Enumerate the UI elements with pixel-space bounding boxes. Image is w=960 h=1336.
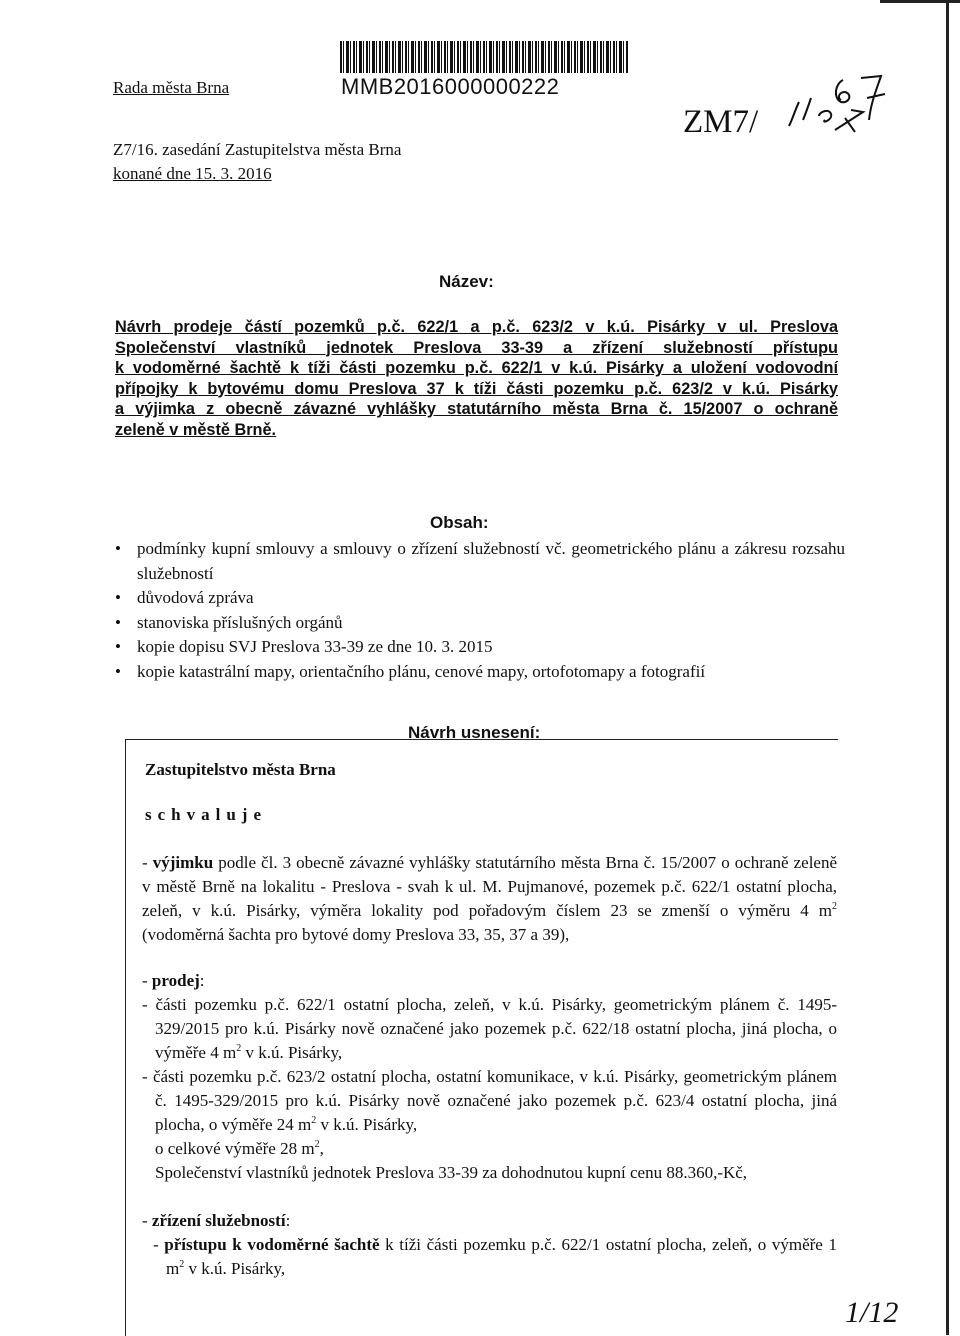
- title-line: Společenství vlastníků jednotek Preslova 33-39 a zřízení služebností přístupu: [115, 338, 838, 357]
- title-line: a výjimka z obecně závazné vyhlášky statutárního města Brna č. 15/2007 o ochraně: [115, 400, 838, 418]
- exception-text-end: (vodoměrná šachta pro bytové domy Preslova 33, 35, 37 a 39),: [142, 925, 570, 944]
- council-name: Zastupitelstvo města Brna: [145, 760, 336, 779]
- list-item: • podmínky kupní smlouvy a smlouvy o zřízení služebností vč. geometrického plánu a zákresu rozsahu služebností: [115, 537, 845, 586]
- list-item: • kopie dopisu SVJ Preslova 33-39 ze dne 10. 3. 2015: [115, 635, 845, 660]
- sale-item-2: - části pozemku p.č. 623/2 ostatní plocha, ostatní komunikace, v k.ú. Pisárky, geometrickým plánem č. 1495-329/2015 pro k.ú. Pisárky nově označené jako pozemek p.č. 623/4 ostatní plocha, jiná plocha, o výměře 24 $m^2$ v k.ú. Pisárky,: [142, 1067, 837, 1134]
- scan-edge-right: [946, 0, 949, 1335]
- session-info: [113, 138, 401, 186]
- list-item: • důvodová zpráva: [115, 586, 845, 611]
- handwritten-number-mark: [785, 58, 905, 138]
- sale-item-1: - části pozemku p.č. 622/1 ostatní plocha, zeleň, v k.ú. Pisárky, geometrickým plánem č. 1495-329/2015 pro k.ú. Pisárky nově označené jako pozemek p.č. 622/18 ostatní plocha, jiná plocha, o výměře 4 $m^2$ v k.ú. Pisárky,: [142, 995, 837, 1062]
- proposal-label: Návrh usnesení:: [408, 723, 541, 742]
- superscript: 2: [832, 901, 837, 912]
- page-number: 1/12: [845, 1296, 899, 1329]
- title-line: k vodoměrné šachtě k tíži části pozemku p.č. 622/1 v k.ú. Pisárky a uložení vodovodní: [115, 359, 838, 377]
- sale-section: - prodej: - části pozemku p.č. 622/1 ostatní plocha, zeleň, v k.ú. Pisárky, geometrickým plánem č. 1495-329/2015 pro k.ú. Pisárky nově označené jako pozemek p.č. 622/18 ostatní plocha, jiná plocha, o výměře 4 $m^2$ v k.ú. Pisárky, - části pozemku p.č. 623/2 ostatní plocha, ostatní komunikace, v k.ú. Pisárky, geometrickým plánem č. 1495-329/2015 pro k.ú. Pisárky nově označené jako pozemek p.č. 623/4 ostatní plocha, jiná plocha, o výměře 24 $m^2$ v k.ú. Pisárky, o celkové výměře 28 $m^2$, Společenství vlastníků jednotek Preslova 33-39 za dohodnutou kupní cenu 88.360,-Kč, - zřízení služebností: - přístupu k vodoměrné šachtě k tíži části pozemku p.č. 622/1 ostatní plocha, zeleň, o výměře 1 $m^2$ v k.ú. Pisárky,: [142, 951, 837, 1281]
- easement-item: - přístupu k vodoměrné šachtě k tíži části pozemku p.č. 622/1 ostatní plocha, zeleň, o výměře 1 $m^2$ v k.ú. Pisárky,: [153, 1235, 837, 1278]
- organization-name: Rada města Brna: [113, 78, 230, 97]
- title-line: zeleně v městě Brně.: [115, 420, 277, 439]
- easement-heading: - zřízení služebností:: [142, 1211, 291, 1230]
- list-item: • stanoviska příslušných orgánů: [115, 611, 845, 636]
- barcode-image: [340, 41, 628, 73]
- contents-list: [115, 537, 845, 684]
- scan-edge-top: [880, 0, 960, 3]
- sale-label: prodej: [151, 971, 200, 990]
- easement-item-label: přístupu k vodoměrné šachtě: [164, 1235, 380, 1254]
- total-area: o celkové výměře 28 $m^2$,: [155, 1139, 324, 1158]
- barcode-number: MMB2016000000222: [341, 74, 560, 99]
- contents-label: Obsah:: [430, 513, 489, 532]
- exception-text: podle čl. 3 obecně závazné vyhlášky statutárního města Brna č. 15/2007 o ochraně zeleně v městě Brně na lokalitu - Preslova - svah k ul. M. Pujmanové, pozemek p.č. 622/1 ostatní plocha, zeleň, v k.ú. Pisárky, výměra lokality pod pořadovým číslem 23 se zmenší o výměru 4 m: [142, 853, 838, 920]
- title-line: Návrh prodeje částí pozemků p.č. 622/1 a p.č. 623/2 v k.ú. Pisárky v ul. Preslova: [115, 318, 838, 336]
- title-label: Název:: [439, 272, 494, 291]
- exception-section: - výjimku podle čl. 3 obecně závazné vyhlášky statutárního města Brna č. 15/2007 o ochraně zeleně v městě Brně na lokalitu - Preslova - svah k ul. M. Pujmanové, pozemek p.č. 622/1 ostatní plocha, zeleň, v k.ú. Pisárky, výměra lokality pod pořadovým číslem 23 se zmenší o výměru 4 $m^2$ (vodoměrná šachta pro bytové domy Preslova 33, 35, 37 a 39),: [142, 853, 838, 944]
- session-line-2: konané dne 15. 3. 2016: [113, 164, 272, 183]
- document-title: [115, 317, 838, 440]
- title-line: přípojky k bytovému domu Preslova 37 k tíži části pozemku p.č. 623/2 v k.ú. Pisárky: [115, 379, 838, 398]
- list-item: • kopie katastrální mapy, orientačního plánu, cenové mapy, ortofotomapy a fotografií: [115, 660, 845, 685]
- document-reference: ZM7/: [683, 104, 759, 140]
- session-line-1: Z7/16. zasedání Zastupitelstva města Brna: [113, 140, 402, 159]
- exception-label: výjimku: [152, 853, 214, 872]
- buyer-line: Společenství vlastníků jednotek Preslova 33-39 za dohodnutou kupní cenu 88.360,-Kč,: [155, 1163, 748, 1182]
- approves-heading: schvaluje: [145, 805, 267, 824]
